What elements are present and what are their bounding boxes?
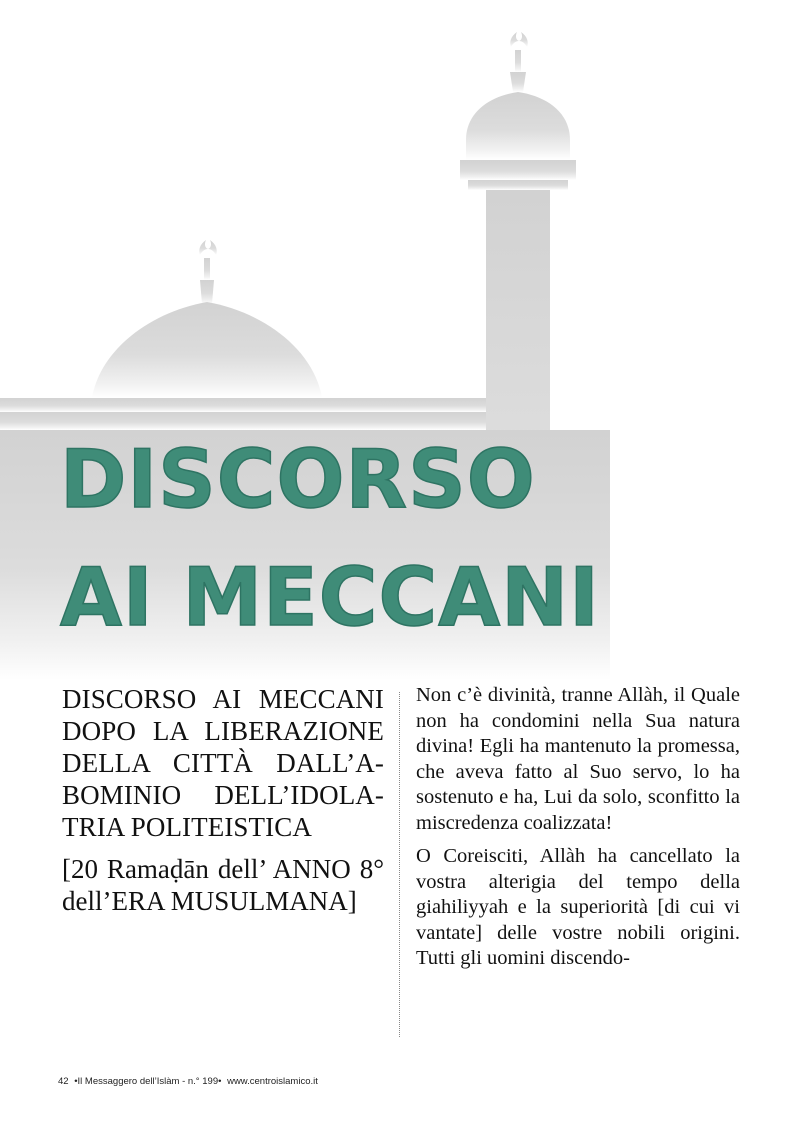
page-footer — [58, 1076, 321, 1087]
page-title-line-2: AI MECCANI — [60, 551, 600, 644]
website-link[interactable]: www.centroislamico.it — [227, 1076, 318, 1087]
page-title-line-1: DISCORSO — [60, 433, 536, 526]
publication-name: •Il Messaggero dell’Islàm - n.° 199• — [74, 1076, 222, 1087]
body-paragraph: O Coreisciti, Allàh ha cancellato la vostra alterigia del tempo della giahiliyyah e la superiorità [di cui vi vantate] delle vostre nobili origini. Tutti gli uomini discendo- — [416, 845, 740, 969]
left-column — [62, 683, 384, 917]
body-paragraph: Non c’è divinità, tranne Allàh, il Quale non ha condomini nella Sua natura divina! Egli ha mantenuto la promessa, che aveva fatto al Suo servo, lo ha sostenuto e ha, Lui da solo, sconfitto la miscredenza coalizzata! — [416, 684, 740, 834]
column-divider — [399, 692, 400, 1037]
article-heading: DISCORSO AI MECCANI DOPO LA LIBERAZIONE DELLA CITTÀ DALL’A-BOMINIO DELL’IDOLA-TRIA POLITEISTICA — [62, 684, 384, 842]
article-date-subheading: [20 Ramaḍān dell’ ANNO 8° dell’ERA MUSULMANA] — [62, 854, 384, 916]
page-number: 42 — [58, 1076, 69, 1087]
right-column — [416, 683, 740, 980]
